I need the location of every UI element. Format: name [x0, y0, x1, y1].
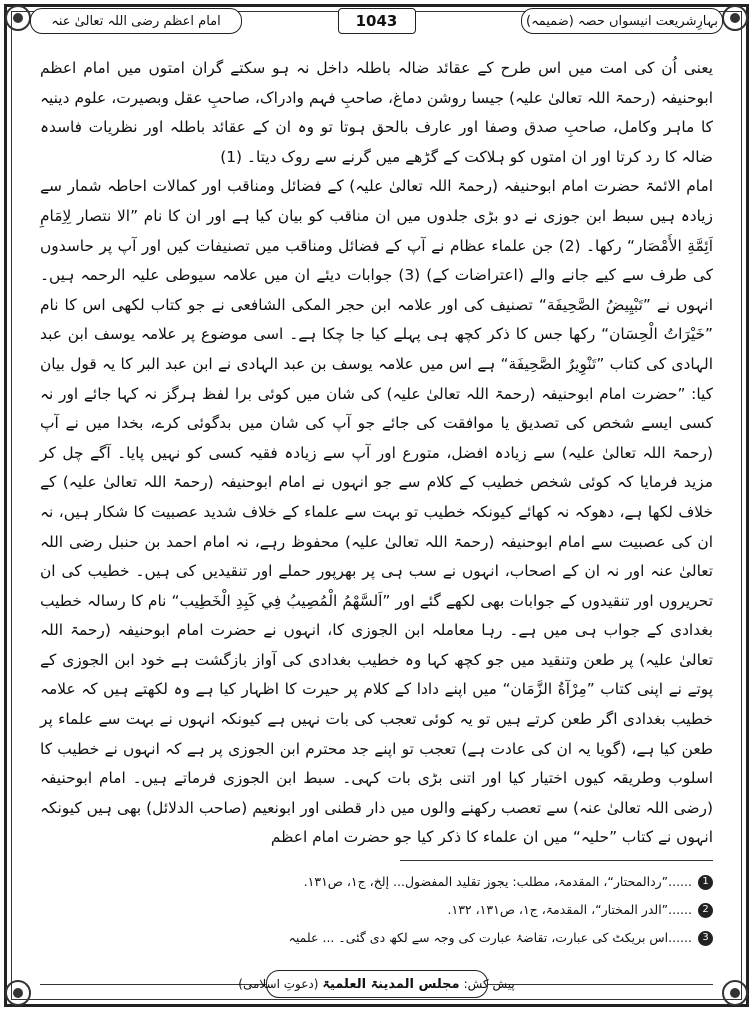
footnotes [40, 868, 713, 952]
publisher-suffix: (دعوتِ اسلامی) [238, 977, 319, 991]
publisher-box [238, 970, 515, 998]
footnote-divider [400, 860, 713, 861]
footnote-number: 2 [698, 903, 713, 918]
header-chapter-title: امام اعظم رضی اللہ تعالیٰ عنہ [30, 8, 242, 34]
page-header [30, 6, 723, 34]
footnote-3 [40, 924, 713, 952]
page-footer [40, 968, 713, 1002]
footnote-text: ......اس بریکٹ کی عبارت، تقاضۂ عبارت کی وجہ سے لکھ دی گئی۔ ... علمیہ [288, 930, 692, 945]
footnote-1 [40, 868, 713, 896]
publisher-prefix: پیش کش: [463, 977, 515, 991]
footnote-text: ......”الدر المختار“، المقدمۃ، ج۱، ص۱۳۱، ۱۳۲. [447, 902, 692, 917]
footnote-2 [40, 896, 713, 924]
footnote-number: 1 [698, 875, 713, 890]
paragraph-1: یعنی اُن کی امت میں اس طرح کے عقائد ضالہ باطلہ داخل نہ ہو سکتے گران امتوں میں امام اعظم ابوحنیفہ (رحمۃ اللہ تعالیٰ علیہ) جیسا روشن دماغ، صاحبِ فہم وادراک، صاحبِ عقل وبصیرت، علوم دینیہ کا ماہر وکامل، صاحبِ صدق وصفا اور عارف بالحق ہوتا تو وہ ان کے عقائد باطلہ اور نظریات فاسدہ ضالہ کا رد کرتا اور ان امتوں کو ہلاکت کے گڑھے میں گرنے سے روک دیتا۔ (1) [40, 59, 713, 166]
footnote-text: ......”ردالمحتار“، المقدمۃ، مطلب: یجوز تقلید المفضول... إلخ، ج۱، ص۱۳۱. [303, 874, 692, 889]
main-text [40, 54, 713, 853]
publisher-name: مجلس المدینۃ العلمیۃ [322, 976, 460, 992]
header-book-title: بہارِشریعت انیسواں حصہ (ضمیمہ) [521, 8, 723, 34]
paragraph-2: امام الائمۃ حضرت امام ابوحنیفہ (رحمۃ اللہ تعالیٰ علیہ) کے فضائل ومناقب اور کمالات احاطہ شمار سے زیادہ ہیں سبط ابن جوزی نے دو بڑی جلدوں میں ان مناقب کو بیان کیا ہے اور ان کا نام ”الا نتصار لِاِمَامِ اَئِمَّةِ الأَمْصَار“ رکھا۔ (2) جن علماء عظام نے آپ کے فضائل ومناقب میں تصنیفات کیں اور آپ پر حاسدوں کی طرف سے کیے جانے والے (اعتراضات کے) (3) جوابات دیئے ان میں علامہ سیوطی علیہ الرحمہ ہیں۔ انہوں نے ”تَبْيِيضُ الصَّحِيفَة“ تصنیف کی اور علامہ ابن حجر المکی الشافعی نے جو کتاب لکھی اس کا نام ”خَيْرَاتُ الْحِسَان“ رکھا جس کا ذکر کچھ ہی پہلے کیا جا چکا ہے۔ اسی موضوع پر علامہ یوسف ابن عبد الہادی کی کتاب ”تَنْوِيرُ الصَّحِيفَة“ ہے اس میں علامہ یوسف بن عبد الہادی نے ابن عبد البر کا یہ قول بیان کیا: ”حضرت امام ابوحنیفہ (رحمۃ اللہ تعالیٰ علیہ) کی شان میں کوئی برا لفظ ہرگز نہ کہا جائے اور نہ کسی ایسے شخص کی تصدیق یا موافقت کی جائے جو آپ کی شان میں بدگوئی کرے، بخدا میں نے آپ (رحمۃ اللہ تعالیٰ علیہ) سے زیادہ افضل، متورع اور آپ سے زیادہ فقیہ کسی کو نہیں پایا۔ آگے چل کر مزید فرمایا کہ کوئی شخص خطیب کے کلام سے جو انہوں نے امام ابوحنیفہ (رحمۃ اللہ تعالیٰ علیہ) کے خلاف لکھا ہے، دھوکہ نہ کھائے کیونکہ خطیب تو بہت سے علماء کے خلاف شدید عصبیت کا شکار ہیں، نہ ان کی عصبیت سے امام ابوحنیفہ (رحمۃ اللہ تعالیٰ علیہ) محفوظ رہے، نہ امام احمد بن حنبل رضی اللہ تعالیٰ عنہ اور نہ ان کے اصحاب، انہوں نے سب ہی پر بھرپور حملے اور تنقیدیں کی ہیں۔ خطیب کی ان تحریروں اور تنقیدوں کے جوابات بھی لکھے گئے اور ”اَلسَّهْمُ الْمُصِيبُ فِي كَبِدِ الْخَطِيب“ نام کا رسالہ خطیب بغدادی کے جواب ہی میں ہے۔ رہا معاملہ ابن الجوزی کا، انہوں نے حضرت امام ابوحنیفہ (رحمۃ اللہ تعالیٰ علیہ) پر طعن وتنقید میں جو کچھ کہا وہ خطیب بغدادی کی آواز بازگشت ہے خود ابن الجوزی کے پوتے نے اپنی کتاب ”مِرْآةُ الزَّمَان“ میں اپنے دادا کے کلام پر حیرت کا اظہار کیا ہے وہ لکھتے ہیں کہ علامہ خطیب بغدادی اگر طعن کرتے ہیں تو یہ کوئی تعجب کی بات نہیں ہے کیونکہ انہوں نے بہت سے علماء پر طعن کیا ہے، (گویا یہ ان کی عادت ہے) تعجب تو اپنے جد محترم ابن الجوزی پر ہے کہ انہوں نے خطیب کا اسلوب وطریقہ کیوں اختیار کیا اور اتنی بڑی بات کہی۔ سبط ابن الجوزی فرماتے ہیں۔ امام ابوحنیفہ (رضی اللہ تعالیٰ عنہ) سے تعصب رکھنے والوں میں دار قطنی اور ابونعیم (صاحب الدلائل) بھی ہیں کیونکہ انہوں نے کتاب ”حلیہ“ میں ان علماء کا ذکر کیا جو حضرت امام اعظم [40, 177, 713, 847]
page-number: 1043 [338, 8, 416, 34]
footnote-number: 3 [698, 931, 713, 946]
